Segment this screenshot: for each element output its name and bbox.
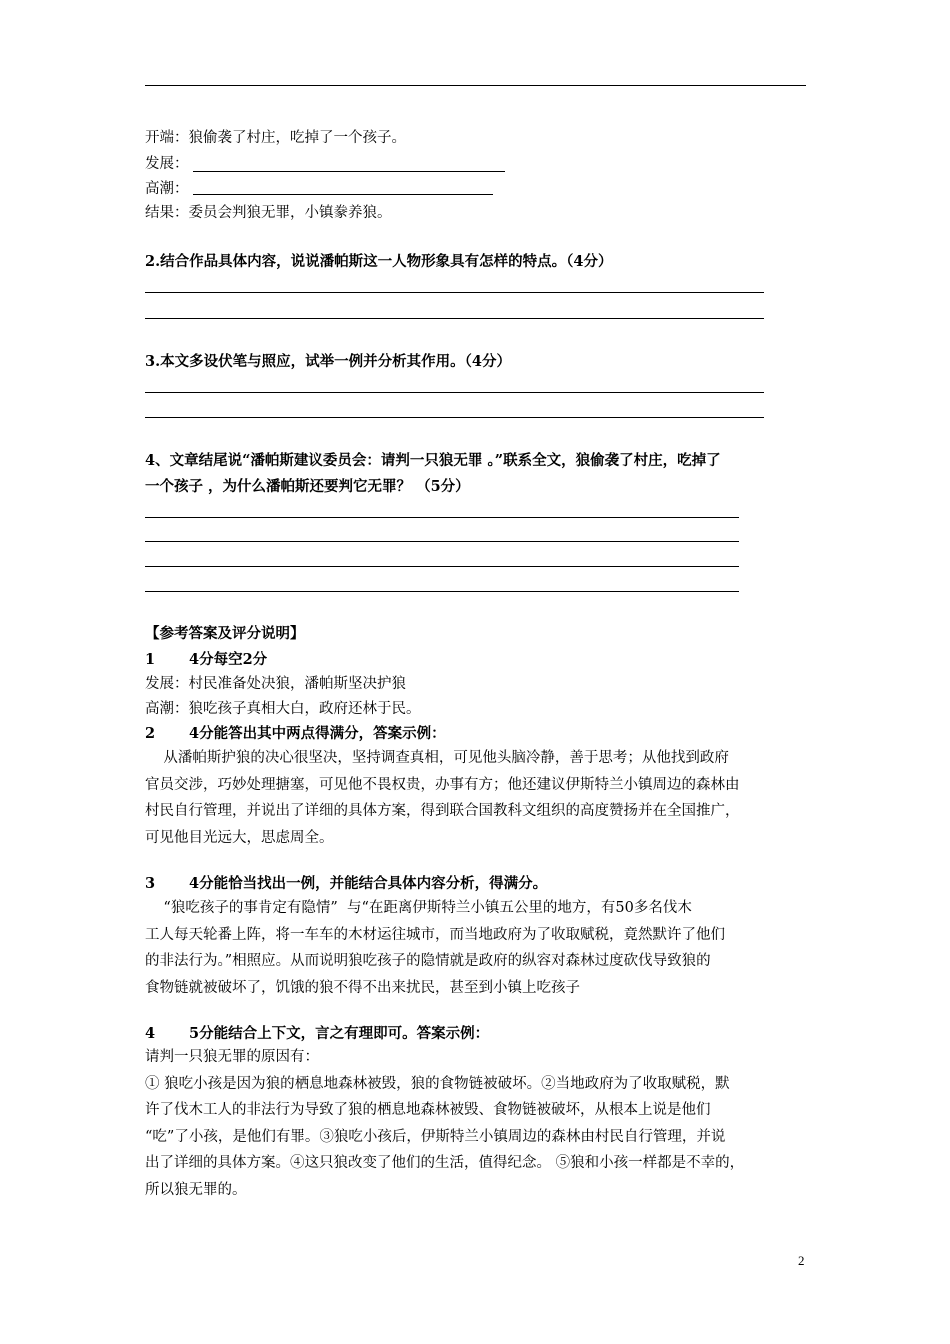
question-4-line-1: 4、文章结尾说“潘帕斯建议委员会：请判一只狼无罪 。”联系全文，狼偷袭了村庄，吃掉了 (145, 452, 721, 469)
q4-answer-line-4 (145, 591, 739, 592)
outline-development-label: 发展： (145, 156, 189, 172)
answer-2-line: 官员交涉，巧妙处理搪塞，可见他不畏权贵，办事有方；他还建议伊斯特兰小镇周边的森林由 (145, 776, 740, 793)
answer-2-line: 村民自行管理，并说出了详细的具体方案，得到联合国教科文组织的高度赞扬并在全国推广， (145, 803, 740, 819)
outline-ending: 结果：委员会判狼无罪，小镇豢养狼。 (145, 205, 392, 221)
answer-4-line: 请判一只狼无罪的原因有： (145, 1049, 319, 1065)
answer-1-line-2: 高潮：狼吃孩子真相大白，政府还林于民。 (145, 701, 421, 717)
page-number: 2 (798, 1253, 805, 1268)
answer-2-line: 可见他目光远大，思虑周全。 (145, 829, 334, 846)
answer-4-line: 许了伐木工人的非法行为导致了狼的栖息地森林被毁、食物链被破坏，从根本上说是他们 (145, 1102, 711, 1118)
answer-3-line: 的非法行为。”相照应。从而说明狼吃孩子的隐情就是政府的纵容对森林过度砍伐导致狼的 (145, 953, 711, 969)
answer-4-note: 5分能结合上下文，言之有理即可。答案示例： (189, 1025, 490, 1042)
development-answer-line (193, 171, 505, 172)
answer-3-line: “狼吃孩子的事肯定有隐情” 与“在距离伊斯特兰小镇五公里的地方，有50多名伐木 (145, 900, 692, 916)
answer-2-note: 4分能答出其中两点得满分，答案示例： (189, 725, 446, 742)
answer-3-header (145, 874, 547, 894)
outline-climax-label: 高潮： (145, 181, 189, 197)
q4-answer-line-1 (145, 517, 739, 518)
q3-answer-line-1 (145, 392, 764, 393)
answers-heading: 【参考答案及评分说明】 (145, 625, 305, 642)
answer-3-line: 食物链就被破坏了，饥饿的狼不得不出来扰民，甚至到小镇上吃孩子 (145, 979, 580, 996)
climax-answer-line (193, 194, 493, 195)
q4-answer-line-3 (145, 566, 739, 567)
answer-2-line: 从潘帕斯护狼的决心很坚决，坚持调查真相，可见他头脑冷静，善于思考；从他找到政府 (145, 750, 729, 766)
answer-4-line: “吃”了小孩，是他们有罪。③狼吃小孩后，伊斯特兰小镇周边的森林由村民自行管理，并说 (145, 1128, 726, 1145)
top-rule (145, 85, 806, 86)
answer-2-header (145, 724, 446, 744)
q3-answer-line-2 (145, 417, 764, 418)
question-4-line-2: 一个孩子 ，为什么潘帕斯还要判它无罪？ （5分） (145, 478, 470, 495)
answer-3-note: 4分能恰当找出一例，并能结合具体内容分析，得满分。 (189, 875, 548, 892)
answer-1-header (145, 650, 267, 670)
answer-4-line: ① 狼吃小孩是因为狼的栖息地森林被毁，狼的食物链被破坏。②当地政府为了收取赋税，默 (145, 1075, 730, 1092)
answer-4-number: 4 (145, 1025, 156, 1042)
answer-3-line: 工人每天轮番上阵，将一车车的木材运往城市，而当地政府为了收取赋税，竟然默许了他们 (145, 926, 725, 943)
answer-1-line-1: 发展：村民准备处决狼，潘帕斯坚决护狼 (145, 676, 406, 692)
answer-1-number: 1 (145, 651, 156, 668)
question-3: 3.本文多设伏笔与照应，试举一例并分析其作用。（4分） (145, 353, 511, 370)
q2-answer-line-1 (145, 292, 764, 293)
answer-4-line: 所以狼无罪的。 (145, 1181, 247, 1198)
answer-3-number: 3 (145, 875, 156, 892)
q4-answer-line-2 (145, 541, 739, 542)
answer-4-header (145, 1024, 489, 1044)
answer-2-number: 2 (145, 725, 156, 742)
q2-answer-line-2 (145, 318, 764, 319)
answer-4-line: 出了详细的具体方案。④这只狼改变了他们的生活，值得纪念。 ⑤狼和小孩一样都是不幸的， (145, 1155, 745, 1171)
answer-3-body (145, 895, 725, 1001)
outline-start: 开端：狼偷袭了村庄，吃掉了一个孩子。 (145, 130, 406, 146)
answer-1-note: 4分每空2分 (189, 651, 268, 668)
answer-2-body (145, 745, 740, 851)
question-2: 2.结合作品具体内容，说说潘帕斯这一人物形象具有怎样的特点。（4分） (145, 253, 613, 270)
answer-4-body (145, 1044, 744, 1203)
